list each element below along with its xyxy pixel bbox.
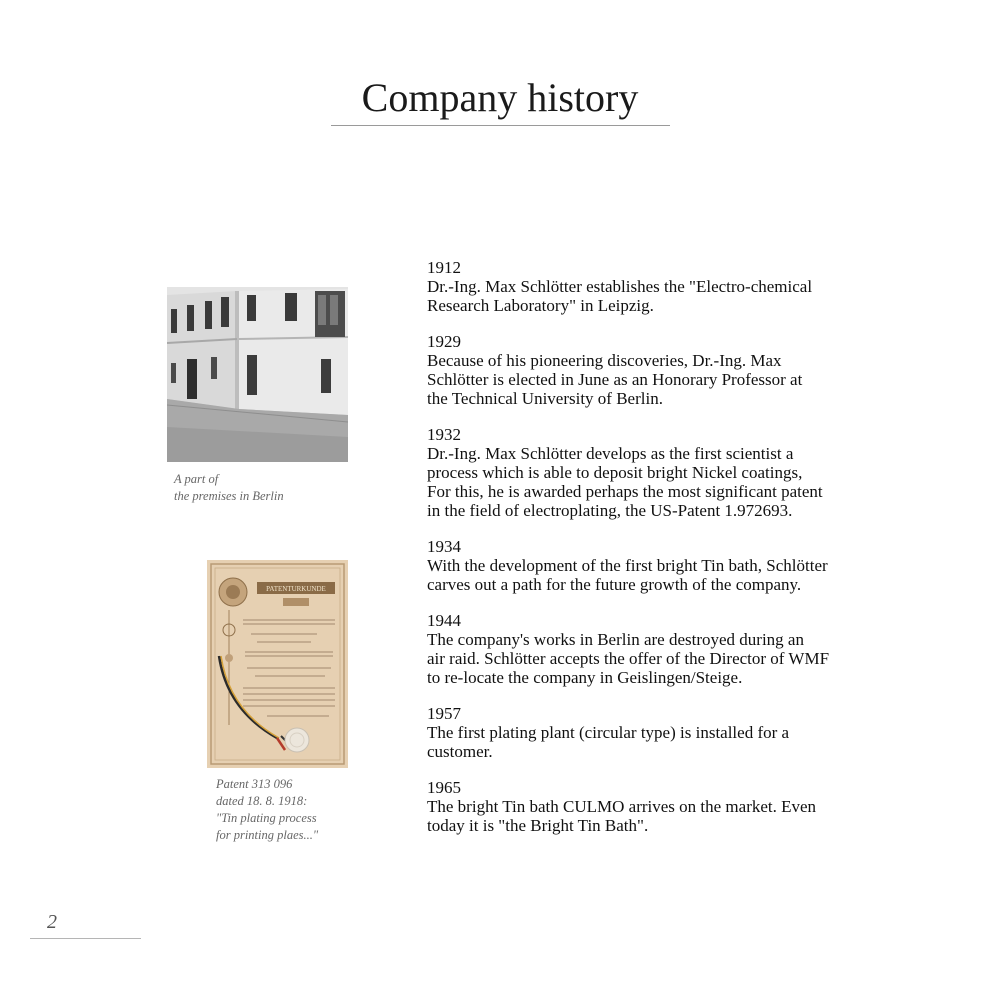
- patent-caption: Patent 313 096 dated 18. 8. 1918: "Tin plating process for printing plaes...": [216, 777, 319, 842]
- entry-text: The bright Tin bath CULMO arrives on the market. Even today it is "the Bright Tin Bath".: [427, 797, 817, 835]
- page-number: 2: [47, 911, 57, 933]
- entry-year: 1934: [427, 537, 461, 556]
- entry-year: 1929: [427, 332, 461, 351]
- entry-year: 1932: [427, 425, 461, 444]
- entry-text: The first plating plant (circular type) is installed for a customer.: [427, 723, 790, 761]
- timeline-entry: [427, 425, 867, 520]
- building-photo: [167, 287, 348, 462]
- entry-year: 1912: [427, 258, 461, 277]
- timeline-entry: [427, 778, 867, 835]
- page-number-rule: [30, 938, 141, 939]
- building-caption: A part of the premises in Berlin: [174, 472, 284, 503]
- timeline-entry: [427, 611, 867, 687]
- title-underline: [331, 125, 670, 126]
- history-timeline: [427, 258, 867, 852]
- timeline-entry: [427, 704, 867, 761]
- entry-text: Because of his pioneering discoveries, Dr.-Ing. Max Schlötter is elected in June as an Honorary Professor at the Technical University of Berlin.: [427, 351, 803, 408]
- timeline-entry: [427, 258, 867, 315]
- entry-text: The company's works in Berlin are destroyed during an air raid. Schlötter accepts the offer of the Director of WMF to re-locate the company in Geislingen/Steige.: [427, 630, 830, 687]
- entry-text: Dr.-Ing. Max Schlötter establishes the "Electro-chemical Research Laboratory" in Leipzig.: [427, 277, 813, 315]
- entry-text: Dr.-Ing. Max Schlötter develops as the first scientist a process which is able to deposit bright Nickel coatings, For this, he is awarded perhaps the most significant patent in the field of electroplating, the US-Patent 1.972693.: [427, 444, 823, 520]
- timeline-entry: [427, 537, 867, 594]
- entry-year: 1965: [427, 778, 461, 797]
- entry-year: 1944: [427, 611, 461, 630]
- timeline-entry: [427, 332, 867, 408]
- entry-text: With the development of the first bright Tin bath, Schlötter carves out a path for the future growth of the company.: [427, 556, 828, 594]
- page-title: Company history: [361, 75, 639, 120]
- patent-header-text: PATENTURKUNDE: [266, 585, 326, 593]
- patent-document-photo: [207, 560, 348, 768]
- entry-year: 1957: [427, 704, 461, 723]
